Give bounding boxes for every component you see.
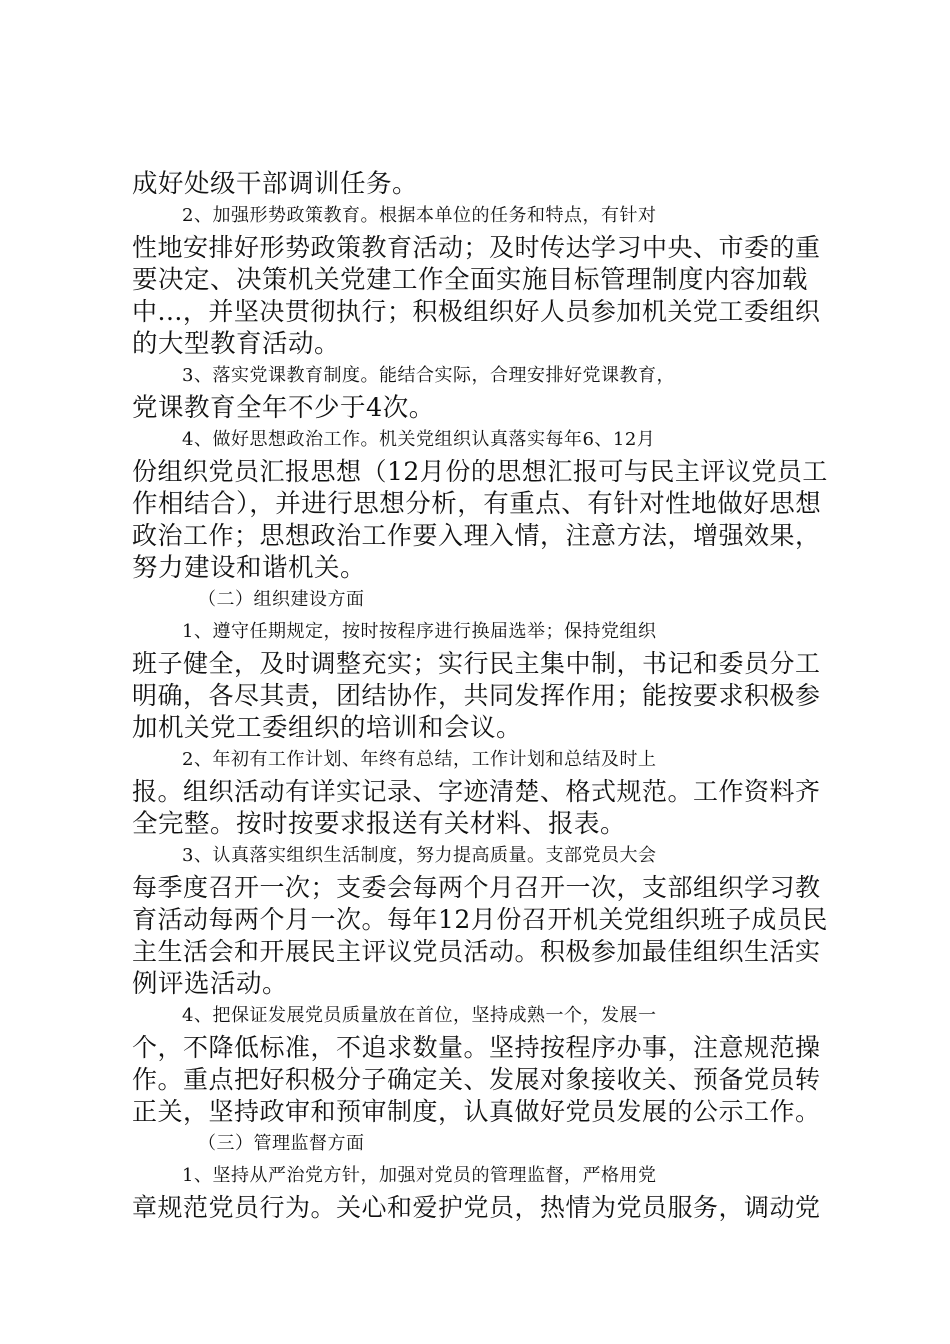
text-line: 的大型教育活动。 bbox=[132, 329, 341, 359]
text-line: 加机关党工委组织的培训和会议。 bbox=[132, 713, 523, 743]
text-line: 全完整。按时按要求报送有关材料、报表。 bbox=[132, 809, 627, 839]
text-line: 1、遵守任期规定，按时按程序进行换届选举；保持党组织 bbox=[182, 621, 657, 642]
section-heading: （三）管理监督方面 bbox=[198, 1133, 365, 1154]
text-line: 4、做好思想政治工作。机关党组织认真落实每年6、12月 bbox=[182, 429, 656, 450]
text-line: 正关，坚持政审和预审制度，认真做好党员发展的公示工作。 bbox=[132, 1097, 821, 1126]
text-line: 主生活会和开展民主评议党员活动。积极参加最佳组织生活实 bbox=[132, 937, 821, 966]
text-line: 章规范党员行为。关心和爱护党员，热情为党员服务，调动党 bbox=[132, 1193, 821, 1222]
text-line: 2、加强形势政策教育。根据本单位的任务和特点，有针对 bbox=[182, 205, 657, 226]
text-line: 作。重点把好积极分子确定关、发展对象接收关、预备党员转 bbox=[132, 1065, 821, 1094]
text-line: 班子健全，及时调整充实；实行民主集中制，书记和委员分工 bbox=[132, 649, 821, 678]
text-line: 3、落实党课教育制度。能结合实际，合理安排好党课教育， bbox=[182, 365, 675, 386]
text-line: 例评选活动。 bbox=[132, 969, 289, 999]
text-line: 成好处级干部调训任务。 bbox=[132, 169, 419, 199]
text-line: 个，不降低标准，不追求数量。坚持按程序办事，注意规范操 bbox=[132, 1033, 821, 1062]
text-line: 3、认真落实组织生活制度，努力提高质量。支部党员大会 bbox=[182, 845, 657, 866]
text-line: 4、把保证发展党员质量放在首位，坚持成熟一个，发展一 bbox=[182, 1005, 657, 1026]
text-line: 作相结合），并进行思想分析，有重点、有针对性地做好思想 bbox=[132, 489, 822, 519]
text-line: 明确，各尽其责，团结协作，共同发挥作用；能按要求积极参 bbox=[132, 681, 821, 710]
text-line: 努力建设和谐机关。 bbox=[132, 553, 367, 583]
section-heading: （二）组织建设方面 bbox=[198, 589, 365, 610]
text-line: 1、坚持从严治党方针，加强对党员的管理监督，严格用党 bbox=[182, 1165, 657, 1186]
document-body bbox=[132, 168, 832, 1224]
text-line: 性地安排好形势政策教育活动；及时传达学习中央、市委的重 bbox=[132, 233, 821, 262]
text-line: 育活动每两个月一次。每年12月份召开机关党组织班子成员民 bbox=[132, 905, 828, 934]
text-line: 报。组织活动有详实记录、字迹清楚、格式规范。工作资料齐 bbox=[132, 777, 821, 806]
text-line: 2、年初有工作计划、年终有总结，工作计划和总结及时上 bbox=[182, 749, 657, 770]
text-line: 党课教育全年不少于4次。 bbox=[132, 393, 435, 423]
text-line: 每季度召开一次；支委会每两个月召开一次，支部组织学习教 bbox=[132, 873, 821, 902]
text-line: 要决定、决策机关党建工作全面实施目标管理制度内容加载 bbox=[132, 265, 809, 295]
text-line: 份组织党员汇报思想（12月份的思想汇报可与民主评议党员工 bbox=[132, 457, 828, 486]
text-line: 政治工作；思想政治工作要入理入情，注意方法，增强效果， bbox=[132, 521, 821, 550]
text-line: 中...，并坚决贯彻执行；积极组织好人员参加机关党工委组织 bbox=[132, 297, 821, 326]
